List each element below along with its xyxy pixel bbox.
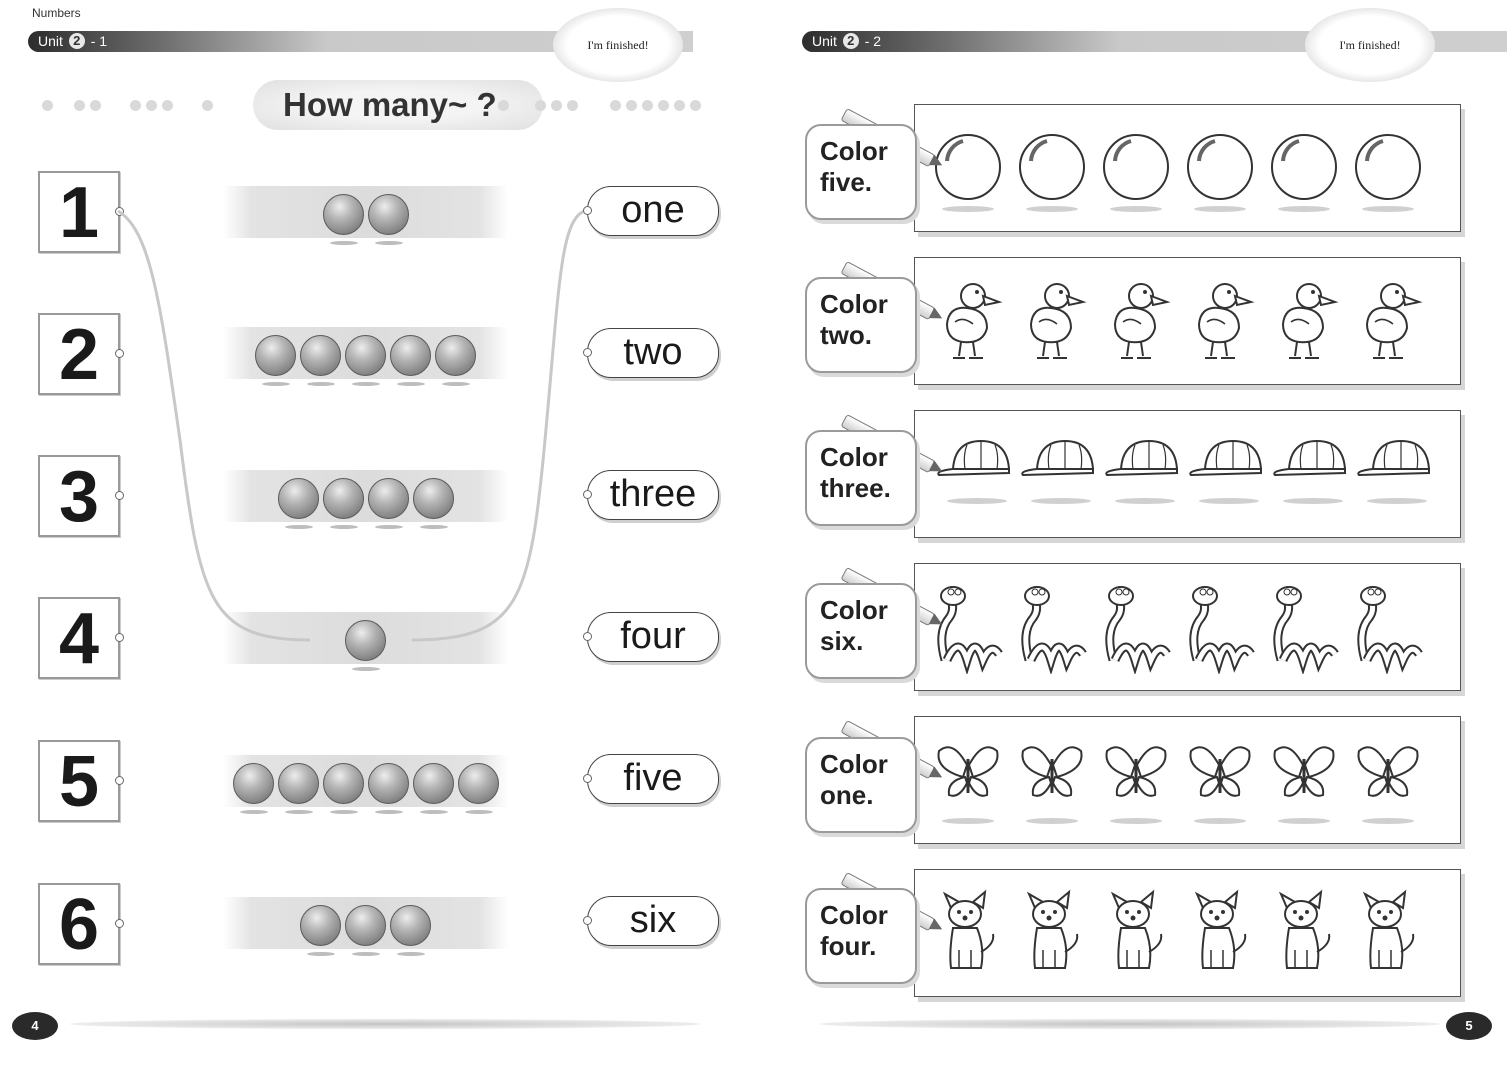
word-label: two: [623, 331, 683, 373]
snake-icon[interactable]: [1017, 582, 1087, 679]
snake-icon[interactable]: [1185, 582, 1255, 679]
tag-line1: Color: [820, 442, 888, 472]
ball-icon: [458, 763, 499, 804]
page-number-left: 4: [12, 1012, 58, 1040]
word-one[interactable]: [587, 186, 719, 236]
snake-icon[interactable]: [933, 582, 1003, 679]
word-six[interactable]: [587, 896, 719, 946]
ball-strip-1: [223, 186, 508, 238]
tag-line1: Color: [820, 136, 888, 166]
butterfly-icon[interactable]: [1185, 735, 1255, 832]
ball-icon: [300, 335, 341, 376]
number-label: 1: [58, 173, 100, 253]
cap-icon[interactable]: [933, 429, 1003, 526]
tag-line2: four.: [820, 931, 877, 961]
ball-icon: [368, 478, 409, 519]
duck-icon[interactable]: [1269, 276, 1339, 373]
dog-icon[interactable]: [933, 888, 1003, 985]
duck-icon[interactable]: [933, 276, 1003, 373]
unit-number: 2: [843, 33, 859, 49]
butterfly-icon[interactable]: [1017, 735, 1087, 832]
word-label: four: [620, 615, 686, 657]
ball-icon: [323, 478, 364, 519]
tag-line2: one.: [820, 780, 874, 810]
picture-frame-2: [914, 257, 1461, 385]
unit-prefix: Unit: [38, 33, 63, 49]
ball-icon: [278, 763, 319, 804]
tag-line2: two.: [820, 320, 872, 350]
unit-number: 2: [69, 33, 85, 49]
word-label: one: [621, 189, 685, 231]
word-label: five: [623, 757, 683, 799]
number-label: 4: [58, 599, 100, 679]
picture-frame-4: [914, 563, 1461, 691]
number-box-6[interactable]: [38, 883, 120, 965]
word-three[interactable]: [587, 470, 719, 520]
ball-strip-2: [223, 327, 508, 379]
ball-icon: [390, 905, 431, 946]
unit-prefix: Unit: [812, 33, 837, 49]
number-box-5[interactable]: [38, 740, 120, 822]
instruction-tag-4: [805, 583, 917, 679]
tag-line1: Color: [820, 749, 888, 779]
word-label: three: [609, 473, 697, 515]
tag-line2: three.: [820, 473, 891, 503]
cap-icon[interactable]: [1353, 429, 1423, 526]
word-four[interactable]: [587, 612, 719, 662]
snake-icon[interactable]: [1269, 582, 1339, 679]
tag-line1: Color: [820, 289, 888, 319]
number-box-2[interactable]: [38, 313, 120, 395]
number-label: 2: [58, 315, 100, 395]
circle-icon[interactable]: [933, 123, 1003, 220]
ball-strip-5: [223, 755, 508, 807]
tag-line2: five.: [820, 167, 873, 197]
ball-icon: [345, 620, 386, 661]
cap-icon[interactable]: [1185, 429, 1255, 526]
word-two[interactable]: [587, 328, 719, 378]
picture-frame-6: [914, 869, 1461, 997]
ball-strip-3: [223, 470, 508, 522]
ball-icon: [255, 335, 296, 376]
finished-badge-left[interactable]: I'm finished!: [553, 8, 683, 82]
number-label: 6: [58, 885, 100, 965]
ball-icon: [368, 763, 409, 804]
number-label: 3: [58, 457, 100, 537]
cap-icon[interactable]: [1269, 429, 1339, 526]
circle-icon[interactable]: [1353, 123, 1423, 220]
duck-icon[interactable]: [1353, 276, 1423, 373]
page-title: How many~ ?: [283, 86, 497, 123]
dog-icon[interactable]: [1353, 888, 1423, 985]
unit-suffix: - 1: [90, 33, 108, 49]
picture-frame-1: [914, 104, 1461, 232]
duck-icon[interactable]: [1017, 276, 1087, 373]
duck-icon[interactable]: [1185, 276, 1255, 373]
ball-icon: [390, 335, 431, 376]
unit-suffix: - 2: [864, 33, 882, 49]
butterfly-icon[interactable]: [1101, 735, 1171, 832]
number-label: 5: [58, 742, 100, 822]
picture-frame-5: [914, 716, 1461, 844]
number-box-4[interactable]: [38, 597, 120, 679]
snake-icon[interactable]: [1353, 582, 1423, 679]
dog-icon[interactable]: [1101, 888, 1171, 985]
ball-icon: [345, 905, 386, 946]
word-label: six: [629, 899, 677, 941]
dog-icon[interactable]: [1017, 888, 1087, 985]
picture-frame-3: [914, 410, 1461, 538]
butterfly-icon[interactable]: [1269, 735, 1339, 832]
butterfly-icon[interactable]: [1353, 735, 1423, 832]
ball-icon: [323, 763, 364, 804]
ball-icon: [278, 478, 319, 519]
ball-icon: [345, 335, 386, 376]
number-box-3[interactable]: [38, 455, 120, 537]
instruction-tag-2: [805, 277, 917, 373]
snake-icon[interactable]: [1101, 582, 1171, 679]
number-box-1[interactable]: [38, 171, 120, 253]
cap-icon[interactable]: [1101, 429, 1171, 526]
circle-icon[interactable]: [1185, 123, 1255, 220]
ball-strip-4: [223, 612, 508, 664]
title-banner: [38, 80, 708, 130]
page-number-right: 5: [1446, 1012, 1492, 1040]
ball-strip-6: [223, 897, 508, 949]
finished-badge-right[interactable]: I'm finished!: [1305, 8, 1435, 82]
butterfly-icon[interactable]: [933, 735, 1003, 832]
instruction-tag-5: [805, 737, 917, 833]
footer-divider-left: [70, 1019, 700, 1029]
ball-icon: [300, 905, 341, 946]
section-label: Numbers: [32, 6, 81, 20]
ball-icon: [435, 335, 476, 376]
tag-line1: Color: [820, 595, 888, 625]
cap-icon[interactable]: [1017, 429, 1087, 526]
footer-divider-right: [820, 1019, 1440, 1029]
instruction-tag-1: [805, 124, 917, 220]
ball-icon: [323, 194, 364, 235]
ball-icon: [368, 194, 409, 235]
ball-icon: [413, 763, 454, 804]
dog-icon[interactable]: [1269, 888, 1339, 985]
tag-line1: Color: [820, 900, 888, 930]
word-five[interactable]: [587, 754, 719, 804]
ball-icon: [233, 763, 274, 804]
ball-icon: [413, 478, 454, 519]
instruction-tag-3: [805, 430, 917, 526]
circle-icon[interactable]: [1269, 123, 1339, 220]
duck-icon[interactable]: [1101, 276, 1171, 373]
tag-line2: six.: [820, 626, 864, 656]
dog-icon[interactable]: [1185, 888, 1255, 985]
circle-icon[interactable]: [1101, 123, 1171, 220]
circle-icon[interactable]: [1017, 123, 1087, 220]
instruction-tag-6: [805, 888, 917, 984]
